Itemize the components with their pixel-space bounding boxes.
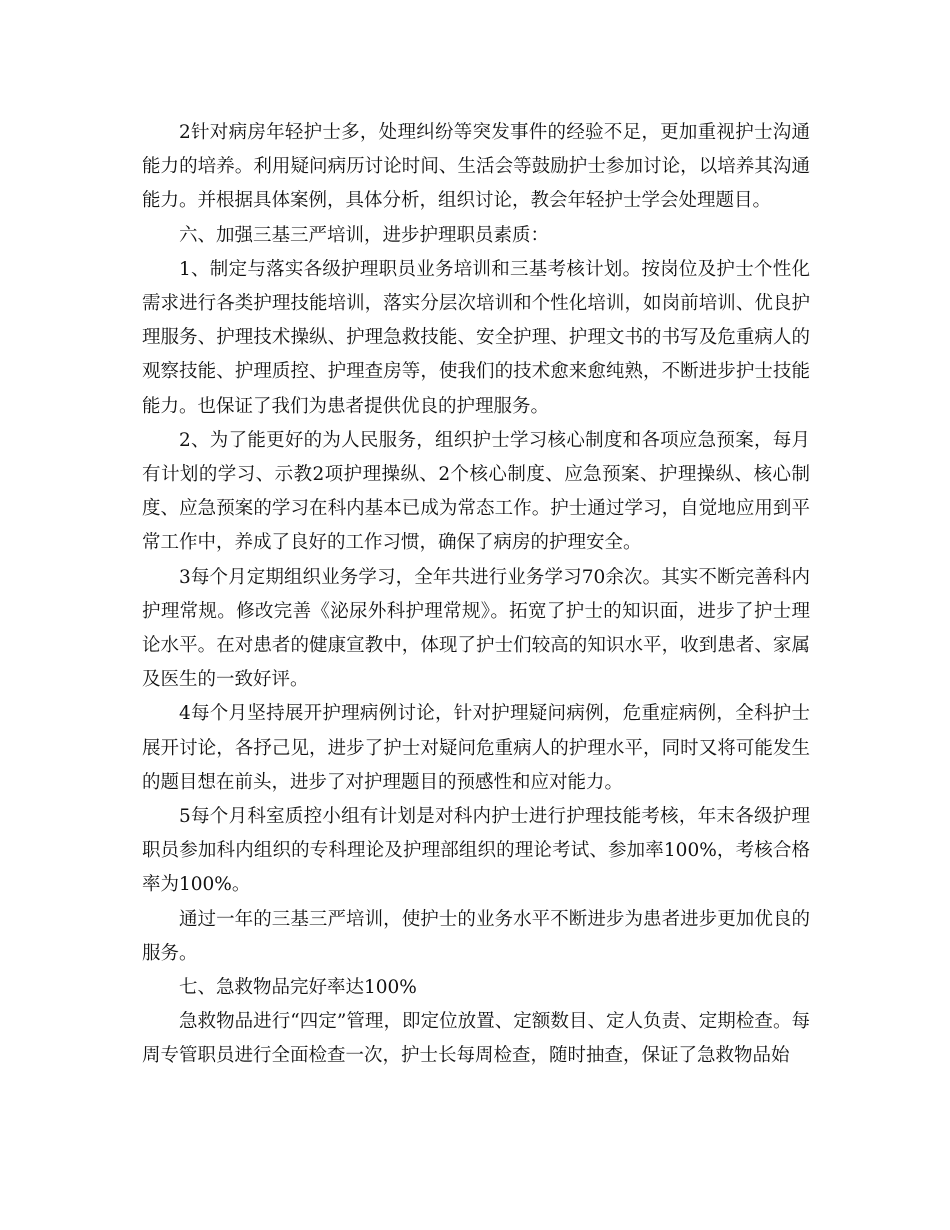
document-body (142, 116, 810, 1074)
paragraph-case-discussion: 4每个月坚持展开护理病例讨论，针对护理疑问病例，危重症病例，全科护士展开讨论，各抒己见，进步了护士对疑问危重病人的护理水平，同时又将可能发生的题目想在前头，进步了对护理题目的预感性和应对能力。 (142, 703, 810, 793)
paragraph-emergency-supplies: 急救物品进行“四定”管理，即定位放置、定额数目、定人负责、定期检查。每周专管职员进行全面检查一次，护士长每周检查，随时抽查，保证了急救物品始 (142, 1011, 810, 1067)
paragraph-monthly-study: 3每个月定期组织业务学习，全年共进行业务学习70余次。其实不断完善科内护理常规。修改完善《泌尿外科护理常规》。拓宽了护士的知识面，进步了护士理论水平。在对患者的健康宣教中，体现了护士们较高的知识水平，收到患者、家属及医生的一致好评。 (142, 566, 810, 691)
paragraph-training-summary: 通过一年的三基三严培训，使护士的业务水平不断进步为患者进步更加优良的服务。 (142, 908, 810, 964)
section-heading-seven: 七、急救物品完好率达100% (179, 977, 417, 999)
paragraph-communication-training: 2针对病房年轻护士多，处理纠纷等突发事件的经验不足，更加重视护士沟通能力的培养。利用疑问病历讨论时间、生活会等鼓励护士参加讨论，以培养其沟通能力。并根据具体案例，具体分析，组织讨论，教会年轻护士学会处理题目。 (142, 122, 810, 212)
paragraph-skill-assessment: 5每个月科室质控小组有计划是对科内护士进行护理技能考核，年末各级护理职员参加科内组织的专科理论及护理部组织的理论考试、参加率100%，考核合格率为100%。 (142, 806, 810, 896)
section-heading-six: 六、加强三基三严培训，进步护理职员素质： (179, 224, 550, 246)
paragraph-training-plan: 1、制定与落实各级护理职员业务培训和三基考核计划。按岗位及护士个性化需求进行各类护理技能培训，落实分层次培训和个性化培训，如岗前培训、优良护理服务、护理技术操纵、护理急救技能、安全护理、护理文书的书写及危重病人的观察技能、护理质控、护理查房等，使我们的技术愈来愈纯熟，不断进步护士技能能力。也保证了我们为患者提供优良的护理服务。 (142, 258, 810, 417)
paragraph-core-system-study: 2、为了能更好的为人民服务，组织护士学习核心制度和各项应急预案，每月有计划的学习、示教2项护理操纵、2个核心制度、应急预案、护理操纵、核心制度、应急预案的学习在科内基本已成为常态工作。护士通过学习，自觉地应用到平常工作中，养成了良好的工作习惯，确保了病房的护理安全。 (142, 429, 810, 554)
